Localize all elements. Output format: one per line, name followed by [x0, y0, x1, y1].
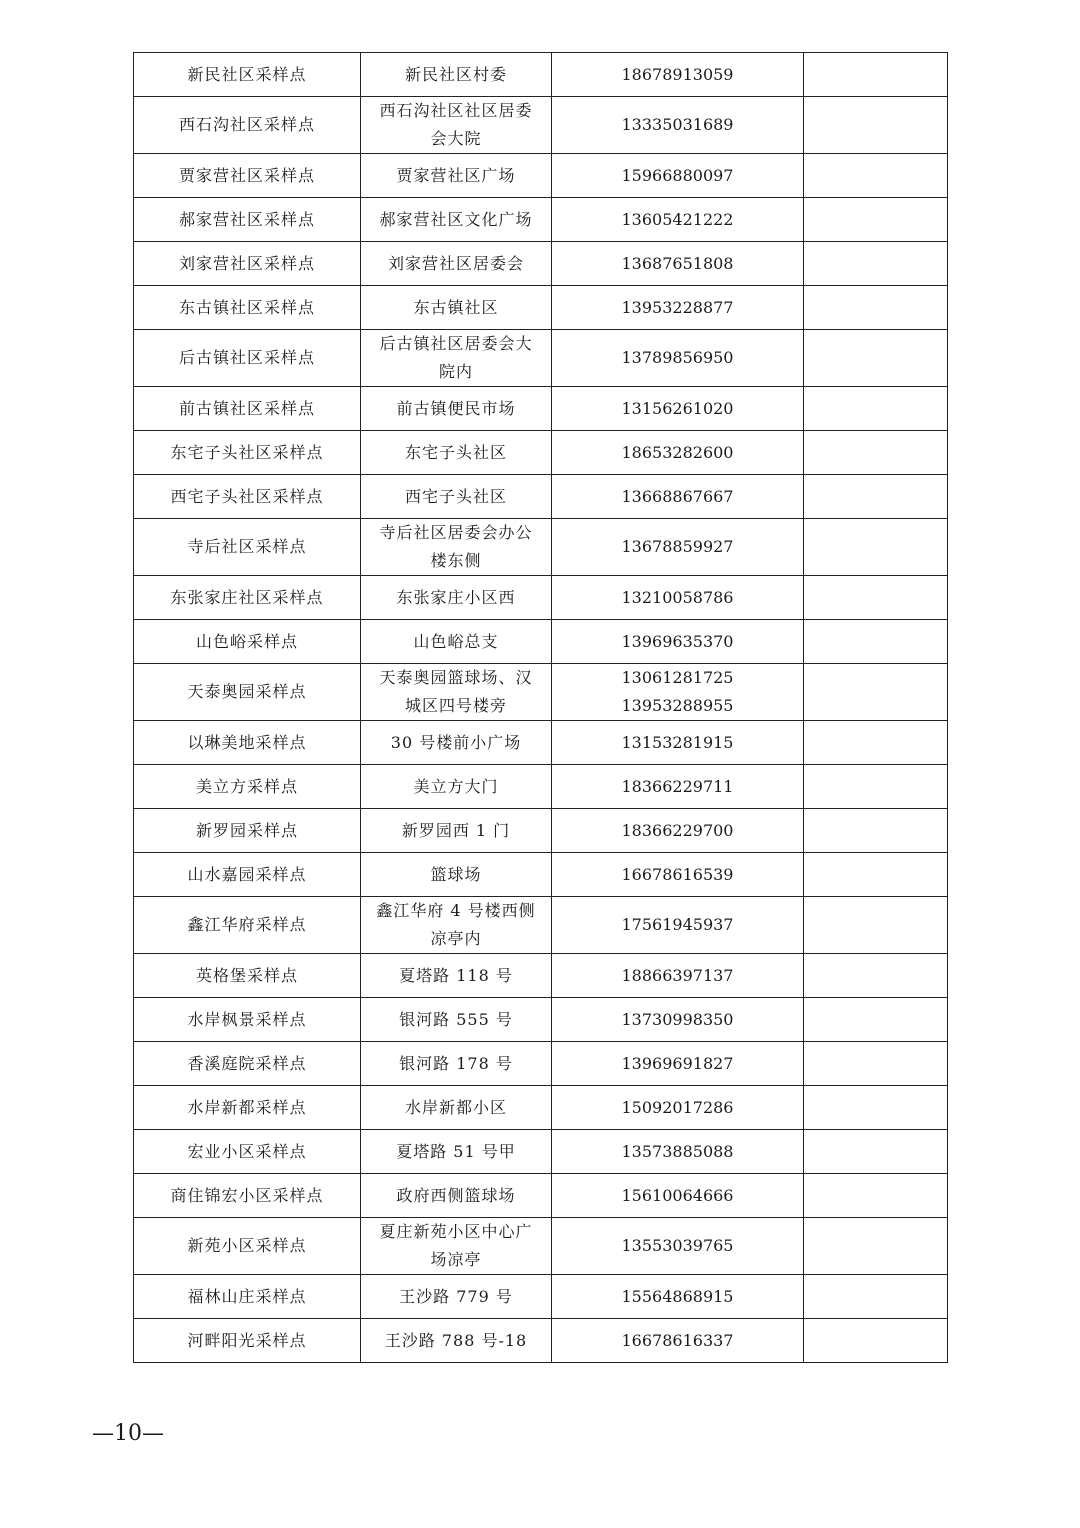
contact-phone-number: 16678616337	[621, 1330, 734, 1350]
site-name-cell: 新苑小区采样点	[134, 1218, 361, 1275]
table-row	[134, 954, 948, 998]
contact-phone-number: 13061281725	[621, 668, 734, 687]
site-location-line: 城区四号楼旁	[404, 696, 507, 715]
site-location-cell	[361, 664, 552, 721]
site-location-cell	[361, 1218, 552, 1275]
note-cell	[804, 1275, 948, 1319]
note-cell	[804, 242, 948, 286]
contact-phone-cell	[552, 431, 804, 475]
note-cell	[804, 897, 948, 954]
note-cell	[804, 286, 948, 330]
contact-phone-cell	[552, 620, 804, 664]
table-row	[134, 198, 948, 242]
note-cell	[804, 330, 948, 387]
site-name-cell: 水岸枫景采样点	[134, 998, 361, 1042]
site-name-cell: 山水嘉园采样点	[134, 853, 361, 897]
contact-phone-cell	[552, 721, 804, 765]
site-location-cell	[361, 1042, 552, 1086]
contact-phone-cell	[552, 1086, 804, 1130]
site-location-line: 凉亭内	[430, 929, 482, 948]
contact-phone-number: 16678616539	[621, 864, 734, 884]
contact-phone-number: 13210058786	[621, 587, 734, 607]
page-number: —10—	[92, 1421, 164, 1446]
site-location-cell	[361, 154, 552, 198]
contact-phone-cell	[552, 998, 804, 1042]
site-location-line: 西石沟社区社区居委	[379, 101, 533, 120]
site-name-cell: 天泰奥园采样点	[134, 664, 361, 721]
contact-phone-number: 13553039765	[621, 1236, 734, 1255]
site-name-cell: 郝家营社区采样点	[134, 198, 361, 242]
site-name-cell: 山色峪采样点	[134, 620, 361, 664]
site-location-line: 东古镇社区	[413, 297, 499, 317]
contact-phone-cell	[552, 53, 804, 97]
table-row	[134, 998, 948, 1042]
site-name-cell: 香溪庭院采样点	[134, 1042, 361, 1086]
contact-phone-number: 15092017286	[621, 1097, 734, 1117]
site-location-cell	[361, 1319, 552, 1363]
contact-phone-cell	[552, 765, 804, 809]
contact-phone-cell	[552, 1042, 804, 1086]
contact-phone-number: 13335031689	[621, 115, 734, 134]
note-cell	[804, 1174, 948, 1218]
table-row	[134, 53, 948, 97]
contact-phone-number: 13573885088	[621, 1141, 734, 1161]
site-location-line: 西宅子头社区	[404, 486, 507, 506]
site-location-cell	[361, 387, 552, 431]
table-row	[134, 721, 948, 765]
site-location-cell	[361, 1086, 552, 1130]
contact-phone-cell	[552, 1218, 804, 1275]
contact-phone-cell	[552, 576, 804, 620]
table-row	[134, 431, 948, 475]
contact-phone-cell	[552, 97, 804, 154]
note-cell	[804, 1319, 948, 1363]
contact-phone-cell	[552, 809, 804, 853]
site-location-line: 夏庄新苑小区中心广	[379, 1222, 533, 1241]
table-row	[134, 242, 948, 286]
contact-phone-number: 15610064666	[621, 1185, 734, 1205]
sampling-sites-table	[133, 52, 948, 1363]
site-location-cell	[361, 242, 552, 286]
contact-phone-number: 13668867667	[621, 486, 734, 506]
contact-phone-number: 17561945937	[621, 915, 734, 934]
contact-phone-number: 13953228877	[621, 297, 734, 317]
site-location-line: 寺后社区居委会办公	[379, 523, 533, 542]
contact-phone-cell	[552, 1174, 804, 1218]
table-row	[134, 853, 948, 897]
note-cell	[804, 1086, 948, 1130]
note-cell	[804, 809, 948, 853]
table-row	[134, 620, 948, 664]
site-name-cell: 英格堡采样点	[134, 954, 361, 998]
site-location-cell	[361, 1174, 552, 1218]
contact-phone-cell	[552, 154, 804, 198]
contact-phone-number: 18678913059	[621, 64, 734, 84]
site-location-cell	[361, 53, 552, 97]
site-name-cell: 水岸新都采样点	[134, 1086, 361, 1130]
note-cell	[804, 853, 948, 897]
contact-phone-cell	[552, 1275, 804, 1319]
contact-phone-cell	[552, 475, 804, 519]
site-location-line: 30 号楼前小广场	[390, 732, 522, 752]
site-location-cell	[361, 286, 552, 330]
table-row	[134, 1086, 948, 1130]
site-location-cell	[361, 1275, 552, 1319]
table-row	[134, 1130, 948, 1174]
note-cell	[804, 620, 948, 664]
table-row	[134, 475, 948, 519]
site-location-line: 水岸新都小区	[404, 1097, 507, 1117]
note-cell	[804, 519, 948, 576]
site-location-line: 夏塔路 118 号	[399, 965, 513, 985]
site-location-line: 山色峪总支	[413, 631, 499, 651]
site-name-cell: 宏业小区采样点	[134, 1130, 361, 1174]
note-cell	[804, 1130, 948, 1174]
site-name-cell: 西石沟社区采样点	[134, 97, 361, 154]
site-location-line: 篮球场	[430, 864, 482, 884]
site-name-cell: 前古镇社区采样点	[134, 387, 361, 431]
contact-phone-cell	[552, 1319, 804, 1363]
site-location-cell	[361, 853, 552, 897]
note-cell	[804, 154, 948, 198]
site-location-line: 东张家庄小区西	[396, 587, 516, 607]
site-name-cell: 东张家庄社区采样点	[134, 576, 361, 620]
note-cell	[804, 1218, 948, 1275]
table-row	[134, 576, 948, 620]
contact-phone-cell	[552, 664, 804, 721]
contact-phone-cell	[552, 1130, 804, 1174]
contact-phone-number: 13687651808	[621, 253, 734, 273]
site-location-line: 贾家营社区广场	[396, 165, 516, 185]
site-location-cell	[361, 1130, 552, 1174]
site-location-cell	[361, 576, 552, 620]
site-name-cell: 东宅子头社区采样点	[134, 431, 361, 475]
site-location-line: 前古镇便民市场	[396, 398, 516, 418]
table-row	[134, 97, 948, 154]
contact-phone-cell	[552, 954, 804, 998]
note-cell	[804, 475, 948, 519]
site-location-cell	[361, 809, 552, 853]
table-row	[134, 765, 948, 809]
site-name-cell: 河畔阳光采样点	[134, 1319, 361, 1363]
note-cell	[804, 664, 948, 721]
site-location-line: 夏塔路 51 号甲	[396, 1141, 516, 1161]
site-name-cell: 后古镇社区采样点	[134, 330, 361, 387]
site-location-cell	[361, 198, 552, 242]
contact-phone-number: 18366229700	[621, 820, 734, 840]
table-row	[134, 1275, 948, 1319]
table-row	[134, 519, 948, 576]
contact-phone-number: 18653282600	[621, 442, 734, 462]
contact-phone-cell	[552, 519, 804, 576]
table-row	[134, 1042, 948, 1086]
site-location-cell	[361, 897, 552, 954]
contact-phone-number: 13153281915	[621, 732, 734, 752]
site-location-cell	[361, 475, 552, 519]
contact-phone-number: 13969635370	[621, 631, 734, 651]
note-cell	[804, 998, 948, 1042]
contact-phone-cell	[552, 897, 804, 954]
contact-phone-number: 13953288955	[621, 696, 734, 715]
contact-phone-number: 18866397137	[621, 965, 734, 985]
site-location-line: 东宅子头社区	[404, 442, 507, 462]
contact-phone-cell	[552, 853, 804, 897]
note-cell	[804, 765, 948, 809]
site-name-cell: 商住锦宏小区采样点	[134, 1174, 361, 1218]
site-location-line: 场凉亭	[430, 1250, 482, 1269]
site-name-cell: 刘家营社区采样点	[134, 242, 361, 286]
table-row	[134, 664, 948, 721]
note-cell	[804, 576, 948, 620]
site-location-cell	[361, 954, 552, 998]
contact-phone-cell	[552, 198, 804, 242]
site-location-cell	[361, 998, 552, 1042]
site-name-cell: 东古镇社区采样点	[134, 286, 361, 330]
table-row	[134, 1218, 948, 1275]
table-row	[134, 1174, 948, 1218]
site-name-cell: 贾家营社区采样点	[134, 154, 361, 198]
site-location-cell	[361, 431, 552, 475]
site-location-line: 政府西侧篮球场	[396, 1185, 516, 1205]
note-cell	[804, 198, 948, 242]
contact-phone-number: 13969691827	[621, 1053, 734, 1073]
contact-phone-number: 15564868915	[621, 1286, 734, 1306]
contact-phone-number: 13156261020	[621, 398, 734, 418]
table-row	[134, 809, 948, 853]
table-row	[134, 897, 948, 954]
contact-phone-cell	[552, 242, 804, 286]
site-location-line: 院内	[438, 362, 473, 381]
site-name-cell: 以琳美地采样点	[134, 721, 361, 765]
contact-phone-cell	[552, 286, 804, 330]
table-row	[134, 330, 948, 387]
site-location-cell	[361, 330, 552, 387]
site-name-cell: 新民社区采样点	[134, 53, 361, 97]
note-cell	[804, 431, 948, 475]
note-cell	[804, 53, 948, 97]
note-cell	[804, 1042, 948, 1086]
contact-phone-number: 13730998350	[621, 1009, 734, 1029]
site-name-cell: 福林山庄采样点	[134, 1275, 361, 1319]
site-location-line: 鑫江华府 4 号楼西侧	[376, 901, 536, 920]
table-row	[134, 387, 948, 431]
site-location-line: 王沙路 788 号-18	[384, 1330, 528, 1350]
note-cell	[804, 97, 948, 154]
contact-phone-number: 15966880097	[621, 165, 734, 185]
site-location-cell	[361, 721, 552, 765]
table-row	[134, 1319, 948, 1363]
contact-phone-number: 13678859927	[621, 537, 734, 556]
site-name-cell: 美立方采样点	[134, 765, 361, 809]
contact-phone-cell	[552, 387, 804, 431]
note-cell	[804, 387, 948, 431]
note-cell	[804, 721, 948, 765]
site-location-line: 天泰奥园篮球场、汉	[379, 668, 533, 687]
site-location-cell	[361, 765, 552, 809]
site-location-cell	[361, 620, 552, 664]
note-cell	[804, 954, 948, 998]
site-location-cell	[361, 97, 552, 154]
table-row	[134, 154, 948, 198]
site-location-line: 王沙路 779 号	[399, 1286, 513, 1306]
site-location-line: 银河路 555 号	[399, 1009, 513, 1029]
site-location-cell	[361, 519, 552, 576]
contact-phone-cell	[552, 330, 804, 387]
site-name-cell: 鑫江华府采样点	[134, 897, 361, 954]
contact-phone-number: 18366229711	[621, 776, 734, 796]
table-row	[134, 286, 948, 330]
site-location-line: 楼东侧	[430, 551, 482, 570]
site-location-line: 郝家营社区文化广场	[379, 209, 533, 229]
site-location-line: 美立方大门	[413, 776, 499, 796]
table-body	[134, 53, 948, 1363]
site-location-line: 银河路 178 号	[399, 1053, 513, 1073]
site-location-line: 刘家营社区居委会	[387, 253, 524, 273]
site-name-cell: 西宅子头社区采样点	[134, 475, 361, 519]
site-location-line: 后古镇社区居委会大	[379, 334, 533, 353]
contact-phone-number: 13789856950	[621, 348, 734, 367]
site-name-cell: 新罗园采样点	[134, 809, 361, 853]
site-location-line: 新民社区村委	[404, 64, 507, 84]
site-location-line: 新罗园西 1 门	[401, 820, 511, 840]
site-name-cell: 寺后社区采样点	[134, 519, 361, 576]
site-location-line: 会大院	[430, 129, 482, 148]
contact-phone-number: 13605421222	[621, 209, 734, 229]
